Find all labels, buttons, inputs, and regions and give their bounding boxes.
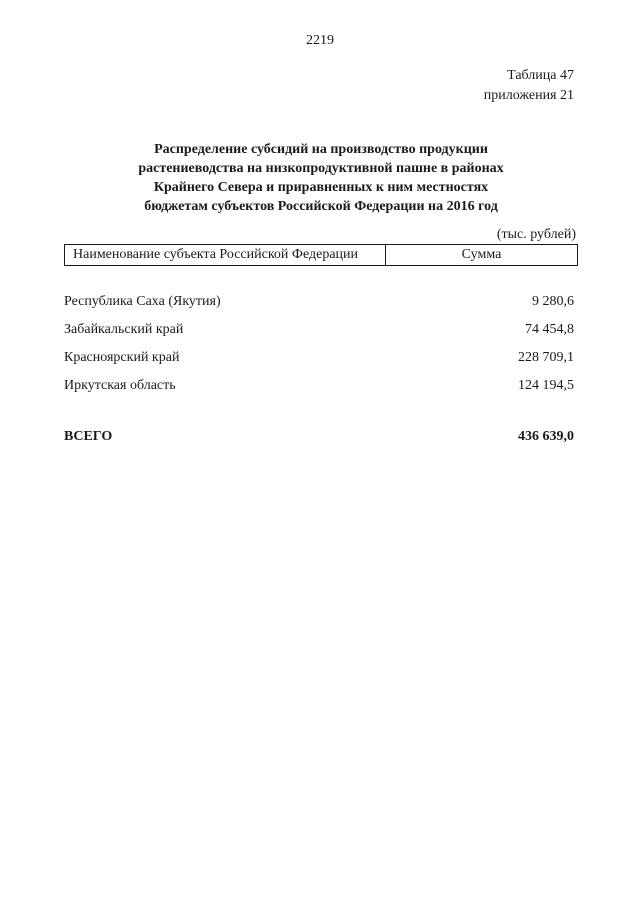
- table-row: [64, 293, 574, 321]
- total-sum: 436 639,0: [518, 429, 574, 444]
- title-line: растениеводства на низкопродуктивной пашне в районах: [138, 161, 504, 176]
- table-reference: [484, 66, 574, 106]
- table-row: [64, 349, 574, 377]
- table-header: [64, 244, 578, 266]
- appendix-number: приложения 21: [483, 88, 574, 103]
- document-title: [64, 140, 578, 216]
- title-line: Крайнего Севера и приравненных к ним местностях: [153, 180, 489, 195]
- row-sum: 124 194,5: [518, 378, 574, 393]
- header-sum: Сумма: [386, 245, 578, 265]
- table-row: [64, 377, 574, 405]
- header-name: Наименование субъекта Российской Федерации: [64, 245, 386, 265]
- row-sum: 9 280,6: [532, 294, 574, 309]
- row-name: Забайкальский край: [64, 322, 184, 337]
- row-sum: 74 454,8: [525, 322, 574, 337]
- row-name: Красноярский край: [64, 350, 180, 365]
- title-line: Распределение субсидий на производство продукции: [154, 142, 488, 157]
- units-label: (тыс. рублей): [496, 227, 576, 242]
- row-sum: 228 709,1: [518, 350, 574, 365]
- total-row: [64, 429, 574, 445]
- table-number: Таблица 47: [507, 68, 574, 83]
- page-number: 2219: [306, 33, 334, 48]
- table-row: [64, 321, 574, 349]
- total-label: ВСЕГО: [64, 429, 113, 444]
- table-body: [64, 293, 574, 405]
- row-name: Иркутская область: [64, 378, 176, 393]
- title-line: бюджетам субъектов Российской Федерации на 2016 год: [144, 199, 498, 214]
- row-name: Республика Саха (Якутия): [64, 294, 221, 309]
